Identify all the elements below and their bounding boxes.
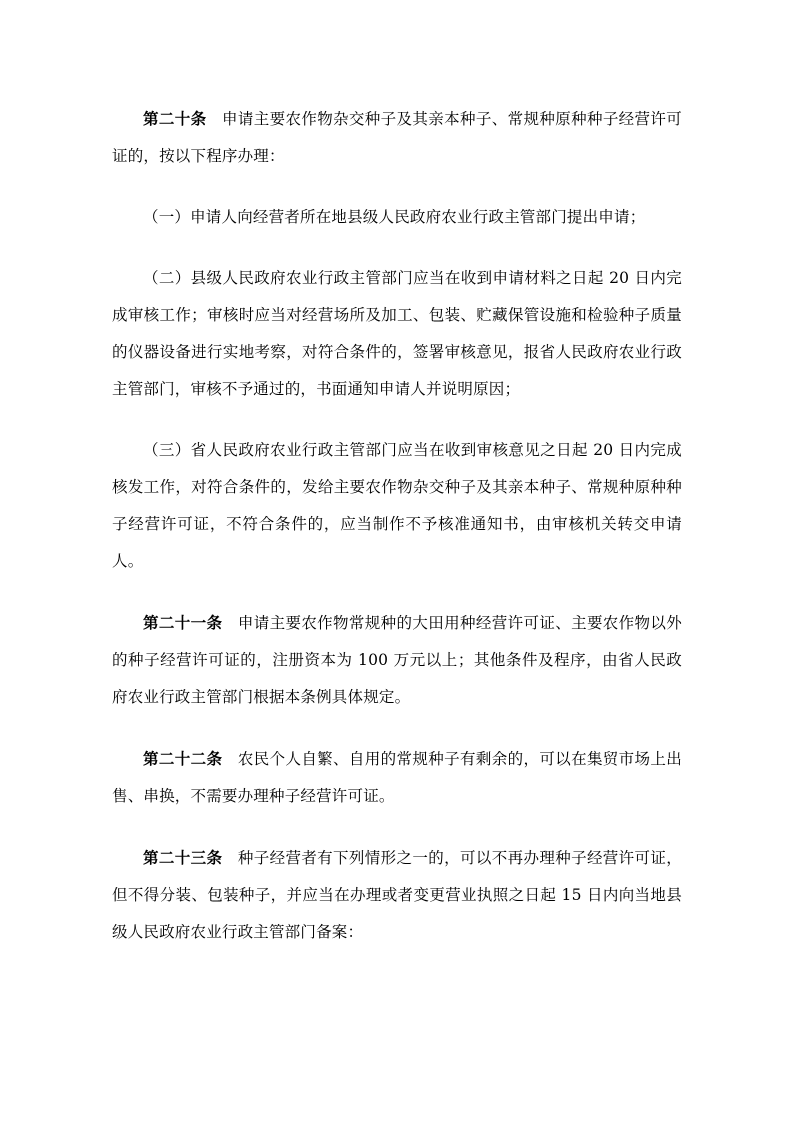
article-20-item-2 <box>112 260 682 408</box>
article-20-paragraph <box>112 100 682 175</box>
article-20-label: 第二十条 <box>143 109 207 128</box>
article-23-text: 种子经营者有下列情形之一的，可以不再办理种子经营许可证，但不得分装、包装种子，并应当在办理或者变更营业执照之日起 15 日内向当地县级人民政府农业行政主管部门备案： <box>112 849 682 941</box>
article-22-label: 第二十二条 <box>143 749 223 768</box>
article-20-item-3-text: （三）省人民政府农业行政主管部门应当在收到审核意见之日起 20 日内完成核发工作，对符合条件的，发给主要农作物杂交种子及其亲本种子、常规种原种种子经营许可证，不符合条件的，应当制作不予核准通知书，由审核机关转交申请人。 <box>112 441 682 570</box>
article-20-text: 申请主要农作物杂交种子及其亲本种子、常规种原种种子经营许可证的，按以下程序办理： <box>112 110 682 165</box>
article-23-label: 第二十三条 <box>143 848 223 867</box>
article-20-item-3 <box>112 432 682 580</box>
article-21-paragraph <box>112 604 682 716</box>
article-20-item-1 <box>112 199 682 236</box>
article-21-text: 申请主要农作物常规种的大田用种经营许可证、主要农作物以外的种子经营许可证的，注册资本为 100 万元以上；其他条件及程序，由省人民政府农业行政主管部门根据本条例具体规定。 <box>112 614 682 706</box>
article-22-text: 农民个人自繁、自用的常规种子有剩余的，可以在集贸市场上出售、串换，不需要办理种子经营许可证。 <box>112 750 682 805</box>
article-23-paragraph <box>112 839 682 951</box>
article-21-label: 第二十一条 <box>143 613 223 632</box>
article-20-item-1-text: （一）申请人向经营者所在地县级人民政府农业行政主管部门提出申请； <box>143 208 646 226</box>
article-22-paragraph <box>112 740 682 815</box>
article-20-item-2-text: （二）县级人民政府农业行政主管部门应当在收到申请材料之日起 20 日内完成审核工作；审核时应当对经营场所及加工、包装、贮藏保管设施和检验种子质量的仪器设备进行实地考察，对符合条件的，签署审核意见，报省人民政府农业行政主管部门，审核不予通过的，书面通知申请人并说明原因； <box>112 269 682 398</box>
